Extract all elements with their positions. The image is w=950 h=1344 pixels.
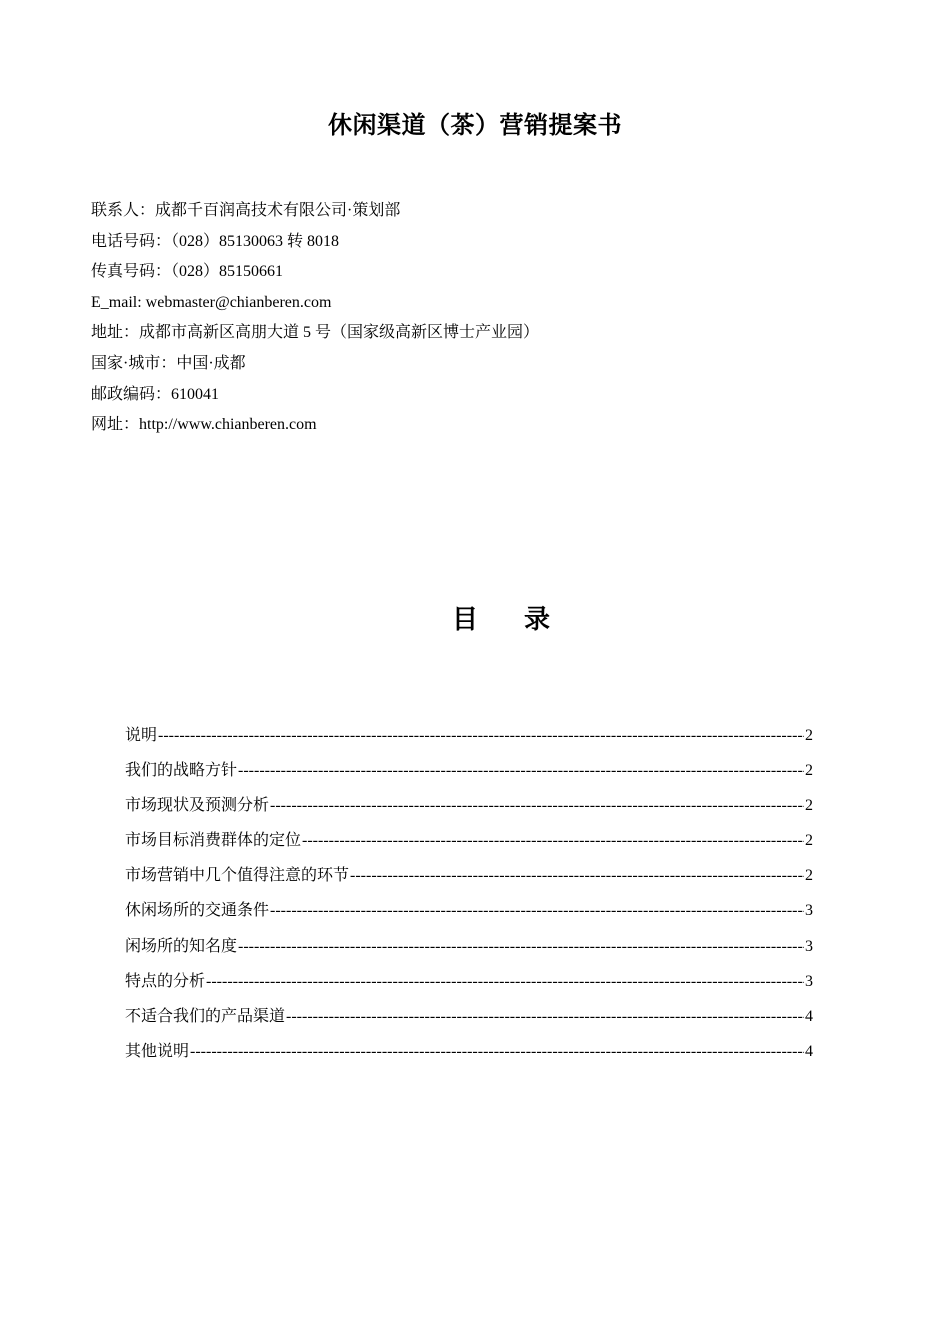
toc-entry-label: 不适合我们的产品渠道 bbox=[125, 1007, 286, 1025]
toc-dot-leader bbox=[286, 1003, 804, 1031]
toc-entry-page: 3 bbox=[805, 972, 813, 990]
toc-heading bbox=[452, 600, 550, 640]
toc-dot-leader bbox=[270, 792, 804, 820]
toc-dot-leader bbox=[206, 968, 804, 996]
toc-entry-label: 其他说明 bbox=[125, 1042, 190, 1060]
document-title: 休闲渠道（茶）营销提案书 bbox=[328, 113, 622, 139]
contact-person: 联系人：成都千百润高技术有限公司·策划部 bbox=[91, 202, 401, 219]
toc-dot-leader bbox=[238, 933, 804, 961]
toc-entry-label: 闲场所的知名度 bbox=[125, 937, 238, 955]
toc-entry-page: 2 bbox=[805, 867, 813, 885]
toc-dot-leader bbox=[190, 1038, 804, 1066]
toc-dot-leader bbox=[302, 827, 804, 855]
toc-entry-label: 市场营销中几个值得注意的环节 bbox=[125, 867, 350, 885]
contact-postcode: 邮政编码：610041 bbox=[91, 385, 220, 403]
toc-entry-page: 3 bbox=[805, 902, 813, 920]
toc-entry-label: 休闲场所的交通条件 bbox=[125, 902, 270, 920]
contact-email: E_mail: webmaster@chianberen.com bbox=[91, 293, 332, 311]
toc-dot-leader bbox=[158, 722, 804, 750]
toc-entry[interactable] bbox=[125, 1003, 813, 1038]
toc-dot-leader bbox=[270, 897, 804, 925]
contact-fax: 传真号码：（028）85150661 bbox=[91, 263, 284, 281]
toc-entry[interactable] bbox=[125, 897, 813, 932]
contact-website: 网址：http://www.chianberen.com bbox=[91, 416, 317, 434]
toc-entry-page: 4 bbox=[805, 1007, 813, 1025]
toc-entry-page: 4 bbox=[805, 1042, 813, 1060]
toc-entry[interactable] bbox=[125, 933, 813, 968]
toc-entry[interactable] bbox=[125, 722, 813, 757]
contact-phone: 电话号码：（028）85130063 转 8018 bbox=[91, 232, 340, 250]
toc-dot-leader bbox=[238, 757, 804, 785]
toc-dot-leader bbox=[350, 862, 804, 890]
toc-entry-page: 2 bbox=[805, 797, 813, 815]
toc-entry[interactable] bbox=[125, 792, 813, 827]
toc-entry-page: 2 bbox=[805, 762, 813, 780]
contact-country-city: 国家·城市：中国·成都 bbox=[91, 354, 246, 372]
toc-entry-label: 特点的分析 bbox=[125, 972, 206, 990]
toc-entry-label: 说明 bbox=[125, 727, 158, 744]
toc-entry-page: 2 bbox=[805, 832, 813, 850]
toc-entry-label: 市场目标消费群体的定位 bbox=[125, 832, 302, 850]
toc-entry[interactable] bbox=[125, 757, 813, 792]
contact-address: 地址：成都市高新区高朋大道 5 号（国家级高新区博士产业园） bbox=[91, 324, 540, 342]
toc-entry[interactable] bbox=[125, 827, 813, 862]
toc-entry-label: 我们的战略方针 bbox=[125, 762, 238, 780]
toc-entry-label: 市场现状及预测分析 bbox=[125, 797, 270, 815]
table-of-contents bbox=[125, 722, 813, 1073]
toc-entry[interactable] bbox=[125, 862, 813, 897]
contact-info bbox=[91, 196, 871, 441]
toc-entry-page: 2 bbox=[805, 727, 813, 744]
toc-heading-right: 录 bbox=[524, 605, 551, 634]
toc-entry-page: 3 bbox=[805, 937, 813, 955]
toc-entry[interactable] bbox=[125, 968, 813, 1003]
toc-heading-left: 目 bbox=[452, 605, 479, 634]
toc-entry[interactable] bbox=[125, 1038, 813, 1073]
